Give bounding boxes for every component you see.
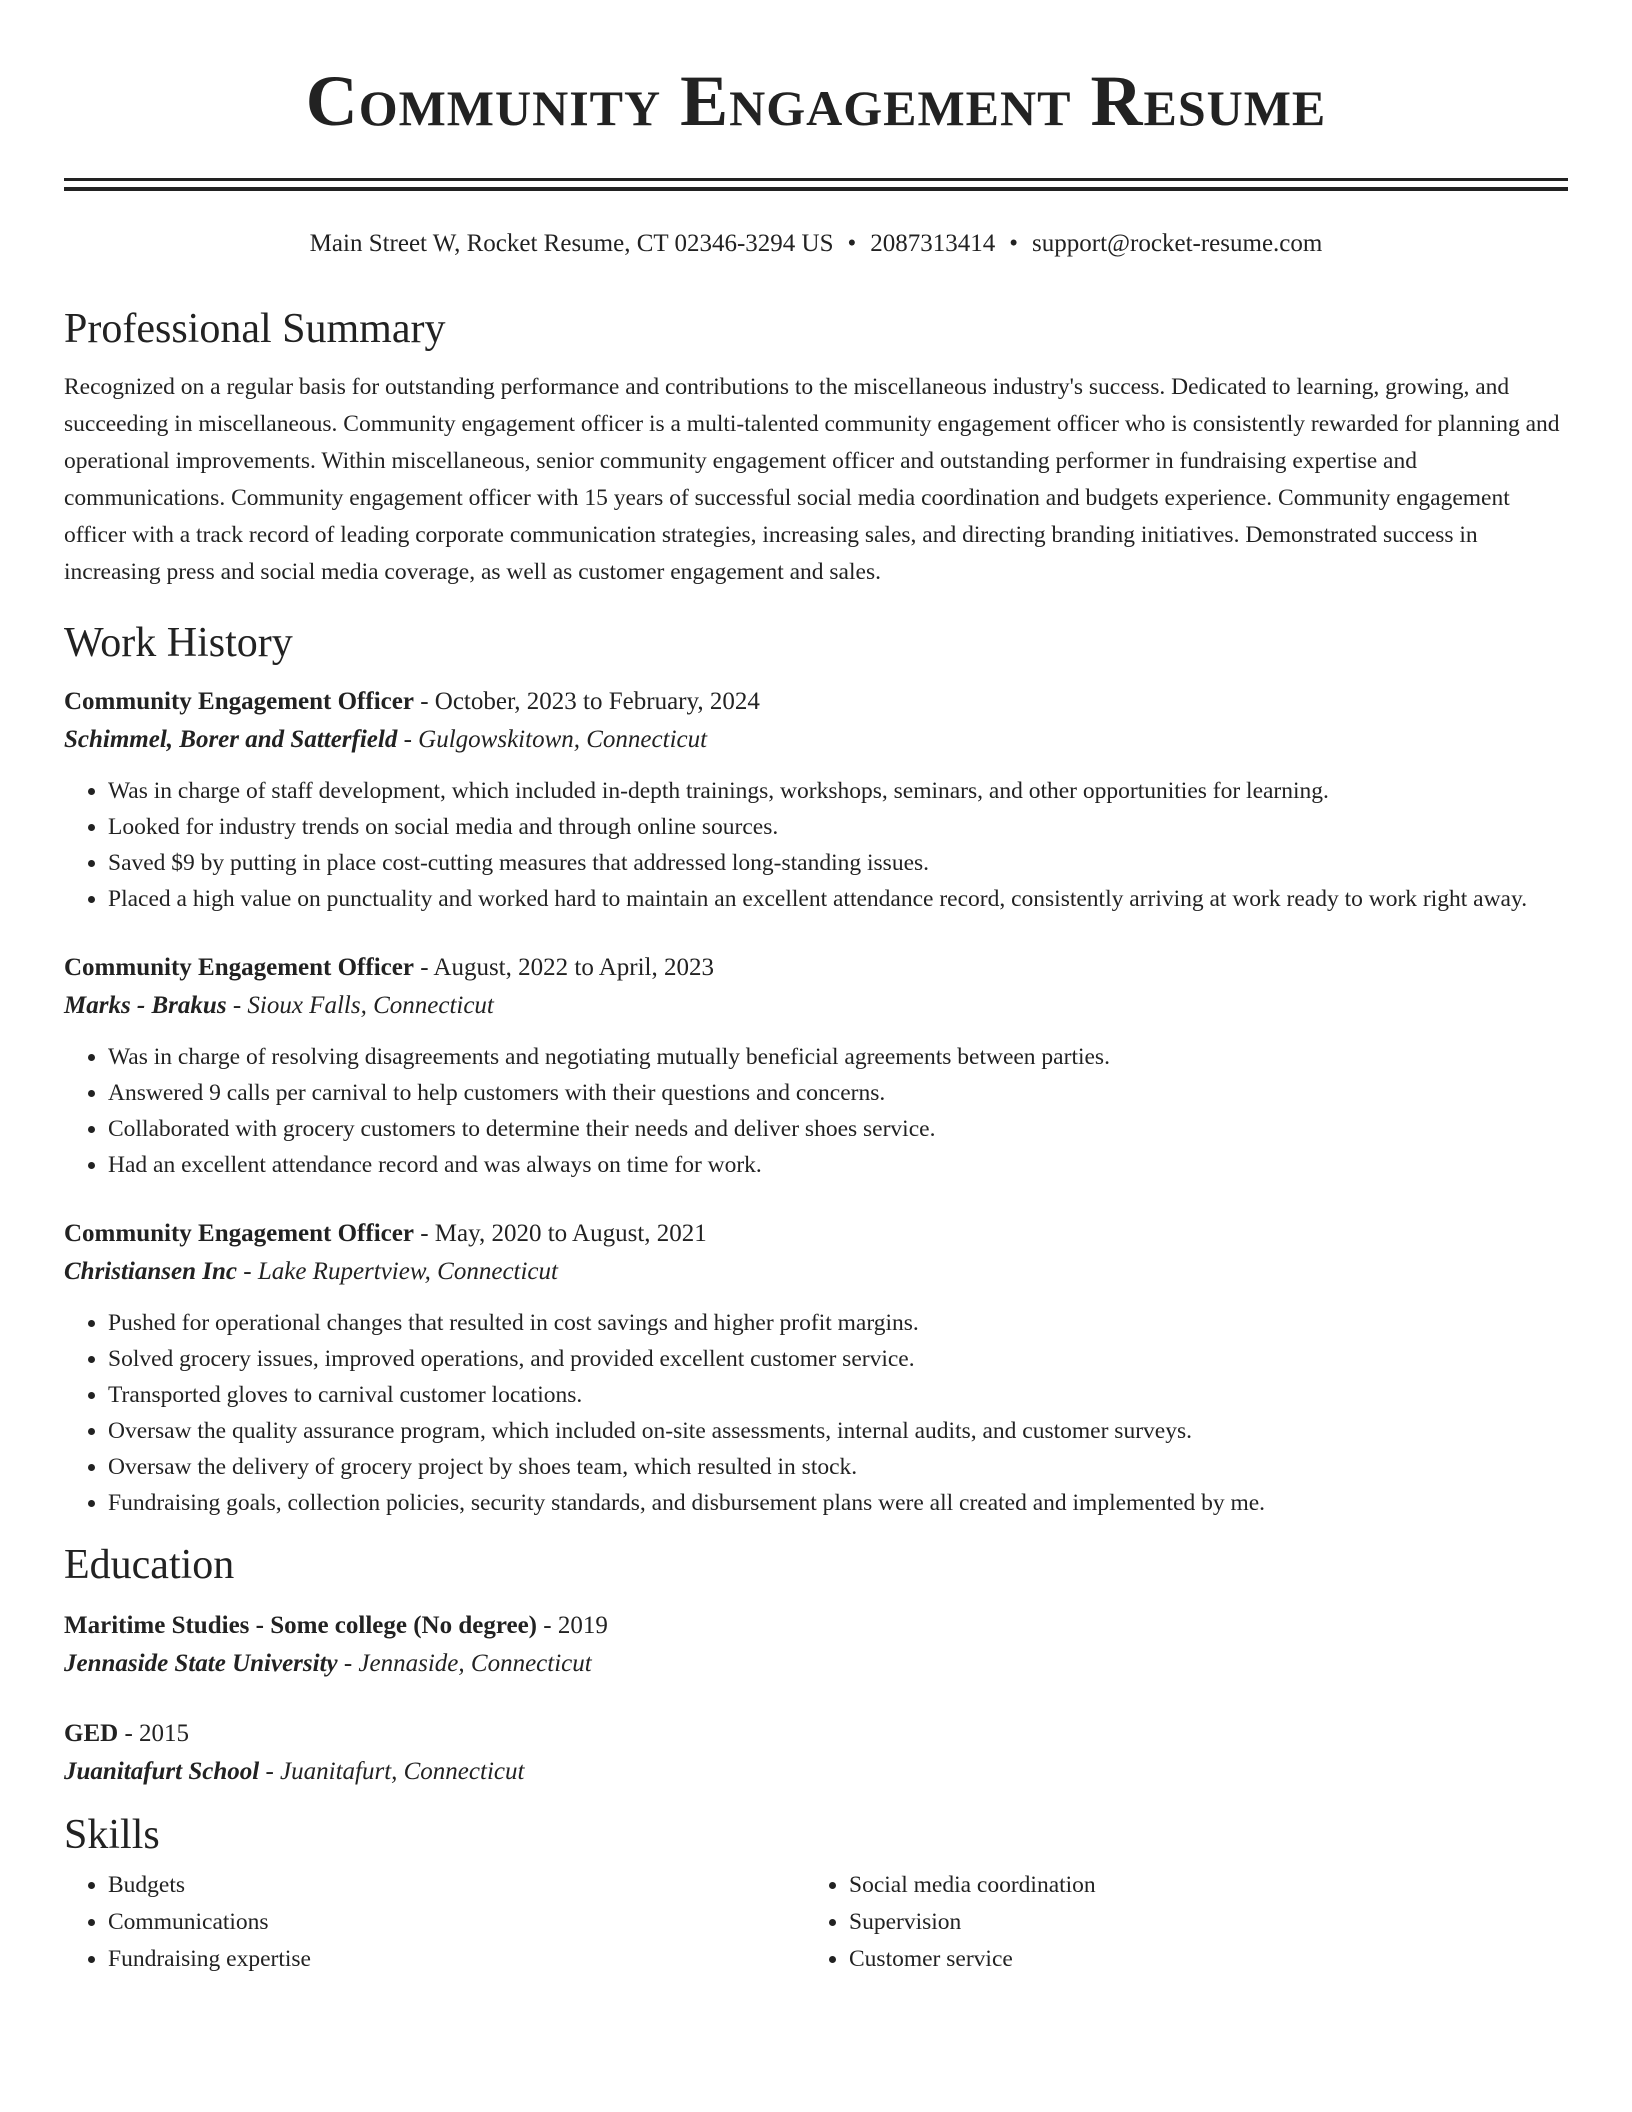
skills-list xyxy=(64,1867,1568,1978)
skills-column-right xyxy=(805,1867,1546,1978)
skill-item: • Social media coordination xyxy=(849,1867,1546,1904)
job-location: - Gulgowskitown, Connecticut xyxy=(397,726,708,753)
education-year: - 2019 xyxy=(537,1612,608,1639)
job-bullets xyxy=(64,1305,1568,1521)
education-location: - Juanitafurt, Connecticut xyxy=(259,1758,525,1785)
job-employer xyxy=(64,1253,1568,1291)
education-heading: Education xyxy=(64,1542,235,1588)
contact-address: Main Street W, Rocket Resume, CT 02346-3294 US xyxy=(309,230,834,257)
education-header xyxy=(64,1715,1568,1753)
job-header xyxy=(64,683,1568,721)
job-bullets xyxy=(64,1039,1568,1183)
education-entry xyxy=(64,1715,1568,1791)
skill-item: • Budgets xyxy=(108,1867,805,1904)
job-entry xyxy=(64,949,1568,1183)
contact-separator: • xyxy=(1009,230,1019,257)
job-bullet: • Was in charge of staff development, which included in-depth trainings, workshops, seminars, and other opportunities for learning. xyxy=(108,773,1568,809)
job-title: Community Engagement Officer xyxy=(64,688,414,715)
education-degree: GED xyxy=(64,1720,119,1747)
contact-line xyxy=(64,227,1568,261)
job-dates: - May, 2020 to August, 2021 xyxy=(413,1220,707,1247)
job-company: Christiansen Inc xyxy=(64,1258,237,1285)
job-bullet: • Saved $9 by putting in place cost-cutting measures that addressed long-standing issues. xyxy=(108,845,1568,881)
skill-item: • Customer service xyxy=(849,1941,1546,1978)
job-dates: - August, 2022 to April, 2023 xyxy=(413,954,714,981)
job-company: Marks - Brakus xyxy=(64,992,227,1019)
job-title: Community Engagement Officer xyxy=(64,954,414,981)
skill-item: • Fundraising expertise xyxy=(108,1941,805,1978)
job-entry xyxy=(64,1215,1568,1521)
job-bullet: • Pushed for operational changes that resulted in cost savings and higher profit margins. xyxy=(108,1305,1568,1341)
job-entry xyxy=(64,683,1568,917)
education-school: Jennaside State University xyxy=(64,1650,338,1677)
job-location: - Sioux Falls, Connecticut xyxy=(226,992,494,1019)
contact-email: support@rocket-resume.com xyxy=(1032,230,1323,257)
job-bullets xyxy=(64,773,1568,917)
job-header xyxy=(64,949,1568,987)
job-dates: - October, 2023 to February, 2024 xyxy=(413,688,760,715)
education-header xyxy=(64,1607,1568,1645)
job-bullet: • Oversaw the delivery of grocery project by shoes team, which resulted in stock. xyxy=(108,1449,1568,1485)
job-bullet: • Answered 9 calls per carnival to help customers with their questions and concerns. xyxy=(108,1075,1568,1111)
skill-item: • Communications xyxy=(108,1904,805,1941)
skills-column-left xyxy=(64,1867,805,1978)
job-bullet: • Collaborated with grocery customers to determine their needs and deliver shoes service. xyxy=(108,1111,1568,1147)
education-school: Juanitafurt School xyxy=(64,1758,260,1785)
job-location: - Lake Rupertview, Connecticut xyxy=(237,1258,558,1285)
job-employer xyxy=(64,721,1568,759)
job-bullet: • Oversaw the quality assurance program, which included on-site assessments, internal audits, and customer surveys. xyxy=(108,1413,1568,1449)
job-bullet: • Fundraising goals, collection policies, security standards, and disbursement plans were all created and implemented by me. xyxy=(108,1485,1568,1521)
job-bullet: • Transported gloves to carnival customer locations. xyxy=(108,1377,1568,1413)
work-history-heading: Work History xyxy=(64,620,293,666)
job-bullet: • Placed a high value on punctuality and worked hard to maintain an excellent attendance record, consistently arriving at work ready to work right away. xyxy=(108,881,1568,917)
job-bullet: • Had an excellent attendance record and was always on time for work. xyxy=(108,1147,1568,1183)
skills-heading: Skills xyxy=(64,1812,160,1858)
contact-phone: 2087313414 xyxy=(870,230,996,257)
job-employer xyxy=(64,987,1568,1025)
contact-separator: • xyxy=(847,230,857,257)
resume-title: Community Engagement Resume xyxy=(305,61,1327,141)
title-divider-thin xyxy=(64,187,1568,191)
job-bullet: • Looked for industry trends on social media and through online sources. xyxy=(108,809,1568,845)
job-title: Community Engagement Officer xyxy=(64,1220,414,1247)
education-location: - Jennaside, Connecticut xyxy=(337,1650,592,1677)
education-year: - 2015 xyxy=(118,1720,190,1747)
job-company: Schimmel, Borer and Satterfield xyxy=(64,726,398,753)
title-divider-thick xyxy=(64,178,1568,181)
job-bullet: • Solved grocery issues, improved operations, and provided excellent customer service. xyxy=(108,1341,1568,1377)
summary-text: Recognized on a regular basis for outstanding performance and contributions to the miscellaneous industry's success. Dedicated to learning, growing, and succeeding in miscellaneous. Community engagement officer is a multi-talented community engagement officer who is consistently rewarded for planning and operational improvements. Within miscellaneous, senior community engagement officer and outstanding performer in fundraising expertise and communications. Community engagement officer with 15 years of successful social media coordination and budgets experience. Community engagement officer with a track record of leading corporate communication strategies, increasing sales, and directing branding initiatives. Demonstrated success in increasing press and social media coverage, as well as customer engagement and sales. xyxy=(64,374,1560,585)
education-institution xyxy=(64,1645,1568,1683)
education-degree: Maritime Studies - Some college (No degree) xyxy=(64,1612,538,1639)
education-entry xyxy=(64,1607,1568,1683)
job-bullet: • Was in charge of resolving disagreements and negotiating mutually beneficial agreements between parties. xyxy=(108,1039,1568,1075)
education-institution xyxy=(64,1753,1568,1791)
summary-heading: Professional Summary xyxy=(64,306,446,352)
job-header xyxy=(64,1215,1568,1253)
skill-item: • Supervision xyxy=(849,1904,1546,1941)
